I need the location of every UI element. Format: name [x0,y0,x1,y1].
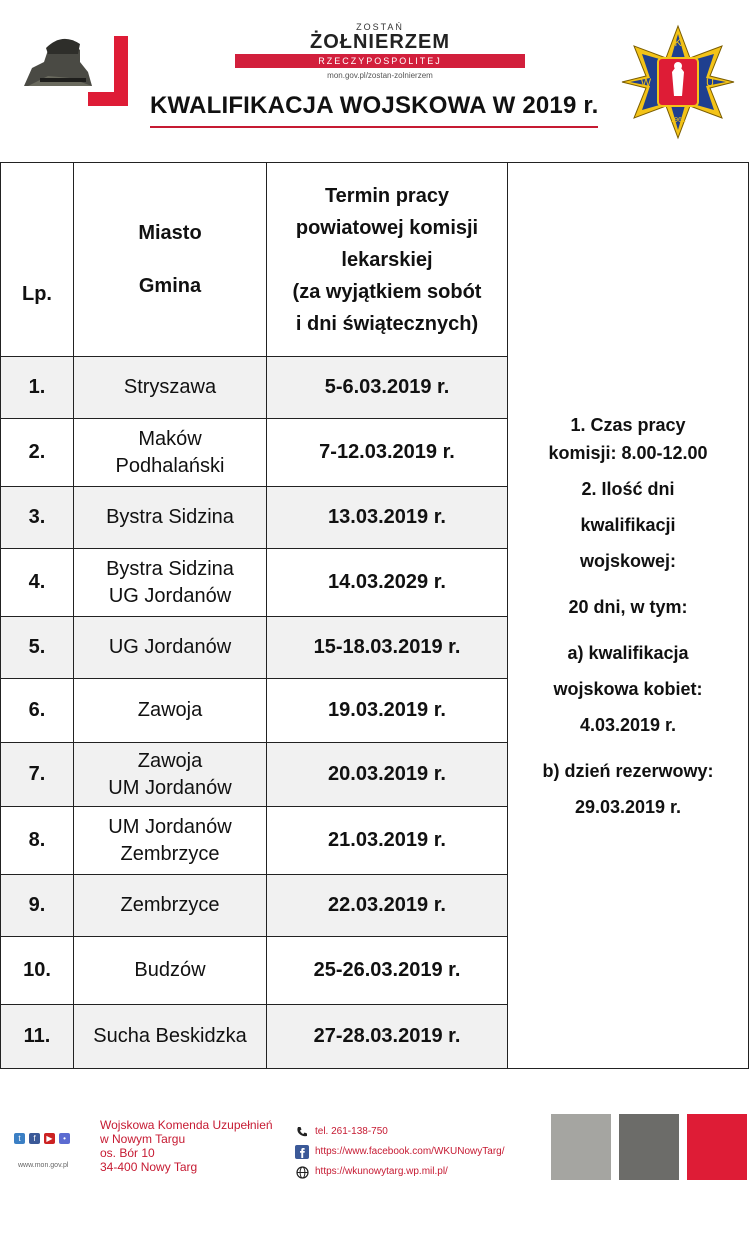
row-date: 5-6.03.2019 r. [267,357,508,419]
row-city-line: Budzów [134,959,206,981]
row-city [74,419,267,487]
header-city-line2: Gmina [138,274,202,297]
row-date: 14.03.2029 r. [267,549,508,617]
row-city [74,487,267,549]
social-icons [14,1133,70,1144]
row-lp: 6. [1,679,74,743]
info-line: wojskowej: [579,550,677,571]
brand-bar-text: RZECZYPOSPOLITEJ [235,54,525,68]
emblem-year: 1961 [670,117,686,124]
row-city-line: Zawoja [137,699,203,721]
row-date: 7-12.03.2019 r. [267,419,508,487]
row-date: 27-28.03.2019 r. [267,1005,508,1069]
row-city-line: Zembrzyce [120,842,220,865]
title-underline [150,126,598,128]
row-date: 20.03.2019 r. [267,743,508,807]
header-city-line1: Miasto [138,221,202,244]
header-city [74,163,267,357]
row-city-line: Sucha Beskidzka [93,1025,247,1047]
row-city [74,357,267,419]
facebook-link[interactable]: https://www.facebook.com/WKUNowyTarg/ [315,1146,505,1157]
globe-icon [295,1165,309,1179]
emblem-letter-u: U [706,77,714,89]
row-city-line: Stryszawa [123,376,217,398]
row-city-line: UG Jordanów [108,584,232,607]
row-date: 15-18.03.2019 r. [267,617,508,679]
phone-line [295,1122,505,1142]
info-line: 29.03.2019 r. [574,796,682,817]
row-city-line: Maków [138,427,202,450]
header-date-line: Termin pracy [324,184,450,207]
row-city-line: UM Jordanów [108,776,232,799]
facebook-icon [295,1145,309,1159]
soldier-logo [18,28,128,106]
row-lp: 4. [1,549,74,617]
row-city-line: Bystra Sidzina [106,557,234,580]
info-line: b) dzień rezerwowy: [542,760,714,781]
row-lp: 5. [1,617,74,679]
wku-emblem-icon [620,24,736,140]
org-line: os. Bór 10 [100,1146,155,1160]
row-lp: 7. [1,743,74,807]
header-date [267,163,508,357]
flickr-icon[interactable]: • [59,1133,70,1144]
row-date: 13.03.2019 r. [267,487,508,549]
emblem-letter-k: K [674,37,682,49]
info-panel [508,163,749,1069]
row-city [74,617,267,679]
info-line: 4.03.2019 r. [579,714,677,735]
row-city [74,549,267,617]
brand-url: mon.gov.pl/zostan-zolnierzem [327,71,433,80]
decor-square-red [687,1114,747,1180]
row-date: 25-26.03.2019 r. [267,937,508,1005]
row-city [74,937,267,1005]
row-city-line: Bystra Sidzina [106,506,234,528]
info-line: kwalifikacji [580,514,676,535]
row-lp: 11. [1,1005,74,1069]
header-date-line: i dni świątecznych) [295,312,479,335]
row-city [74,679,267,743]
row-city-line: UM Jordanów [108,815,232,838]
row-city-line: UG Jordanów [108,636,232,658]
brand-top-text: ZOSTAŃ [356,22,404,32]
row-city [74,743,267,807]
row-date: 22.03.2019 r. [267,875,508,937]
row-lp: 8. [1,807,74,875]
row-city-line: Podhalański [115,454,225,477]
decor-square-light-gray [551,1114,611,1180]
info-line: 20 dni, w tym: [568,596,688,617]
row-lp: 2. [1,419,74,487]
twitter-icon[interactable]: t [14,1133,25,1144]
header-lp: Lp. [1,163,74,357]
info-line: 1. Czas pracy [570,414,686,435]
row-city [74,1005,267,1069]
row-date: 19.03.2019 r. [267,679,508,743]
table-header-row [1,163,749,357]
header-date-line: (za wyjątkiem sobót [292,280,482,303]
organization-address [100,1118,273,1174]
row-date: 21.03.2019 r. [267,807,508,875]
row-lp: 1. [1,357,74,419]
header-date-line: powiatowej komisji [295,216,479,239]
row-city [74,875,267,937]
org-line: Wojskowa Komenda Uzupełnień [100,1118,273,1132]
org-line: w Nowym Targu [100,1132,186,1146]
contact-block [295,1122,505,1182]
org-line: 34-400 Nowy Targ [100,1160,198,1174]
recruitment-brand [235,22,525,80]
youtube-icon[interactable]: ▶ [44,1133,55,1144]
emblem-letter-w: W [640,77,652,89]
info-line: 2. Ilość dni [581,478,675,499]
phone-icon [295,1125,309,1139]
website-line [295,1162,505,1182]
page-title: KWALIFIKACJA WOJSKOWA W 2019 r. [150,92,599,119]
info-line: a) kwalifikacja [567,642,689,663]
mon-url[interactable]: www.mon.gov.pl [18,1162,69,1169]
info-line: komisji: 8.00-12.00 [548,442,708,463]
website-link[interactable]: https://wkunowytarg.wp.mil.pl/ [315,1166,448,1177]
facebook-line [295,1142,505,1162]
facebook-icon[interactable]: f [29,1133,40,1144]
row-lp: 10. [1,937,74,1005]
header-date-line: lekarskiej [341,248,433,271]
decor-square-dark-gray [619,1114,679,1180]
qualification-schedule-table [0,162,749,1069]
row-city [74,807,267,875]
info-line: wojskowa kobiet: [553,678,703,699]
phone-text[interactable]: tel. 261-138-750 [315,1126,388,1137]
row-city-line: Zawoja [137,749,203,772]
row-city-line: Zembrzyce [120,894,220,916]
row-lp: 3. [1,487,74,549]
brand-main-text: ŻOŁNIERZEM [310,31,450,53]
row-lp: 9. [1,875,74,937]
